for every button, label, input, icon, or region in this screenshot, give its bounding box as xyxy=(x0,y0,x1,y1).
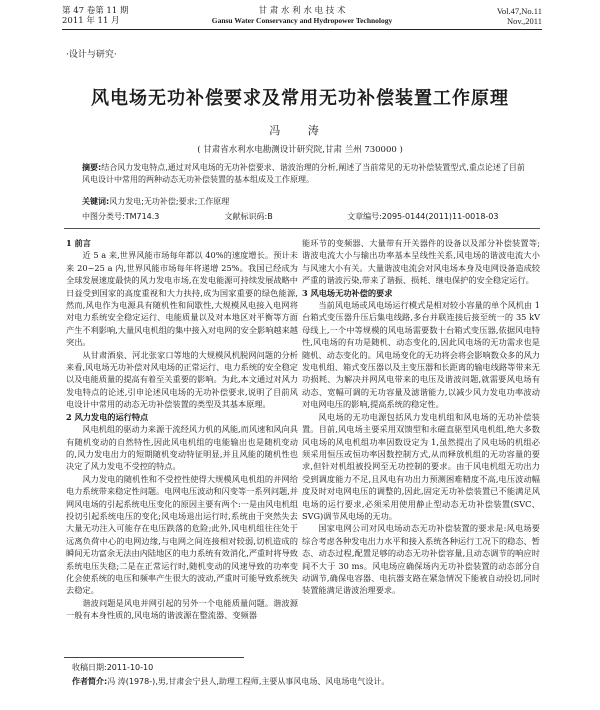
body-paragraph: 当前风电场或风电场运行模式是相对较小容量的单个风机由 1 台箱式变压器升压后集电线路,多台并联连接后接至统一的 35 kV 母线上,一个中等规模的风电场需要数十台箱式变压器,依据风电特性,风电场的有功是随机、动态变化的,因此风电场的无功需求也是随机、动态变化的。风电场变化的无功将会将会影响数众多的风力发电机组、箱式变压器以及主变压器和长距离的输电线路等带来无功损耗、为解决并网风电带来的电压及谐波问题,就需要风电场有动态、宽幅可调的无功容量及滤谐能力,以减少风力发电功率波动对电网电压的影响,提高系统的稳定性。 xyxy=(302,300,540,410)
keywords xyxy=(82,196,229,207)
header-volume-en: Vol.47,No.11 xyxy=(496,6,542,16)
header-date-en: Nov.,2011 xyxy=(506,16,542,26)
author-name: 冯 涛 xyxy=(269,124,331,137)
abstract-label: 摘要: xyxy=(82,163,102,172)
clc-number: 中图分类号:TM714.3 xyxy=(82,212,160,221)
header-date-cn: 2011 年 11 月 xyxy=(62,16,120,26)
header-center xyxy=(62,6,542,26)
body-paragraph: 国家电网公司对风电场动态无功补偿装置的要求是:风电场要综合考虑各种发电出力水平和接入系统各种运行工况下的稳态、暂态、动态过程,配置足够的动态无功补偿容量,且动态调节的响应时间不大于 30 ms。风电场应确保场内无功补偿装置的动态部分自动调节,确保电容器、电抗器支路在紧急情况下能被自动投切,同时装置能满足谐波治理要求。 xyxy=(302,523,540,596)
body-column-right xyxy=(302,237,540,597)
keywords-text: 风力发电;无功补偿;要求;工作原理 xyxy=(109,197,230,206)
document-code: 文献标识码:B xyxy=(224,212,273,221)
paper-title: 风电场无功补偿要求及常用无功补偿装置工作原理 xyxy=(91,88,509,109)
running-header xyxy=(62,6,542,28)
keywords-label: 关键词: xyxy=(82,197,110,206)
author-affiliation: ( 甘肃省水利水电勘测设计研究院,甘肃 兰州 730000 ) xyxy=(197,145,403,155)
header-rule xyxy=(62,29,542,30)
body-paragraph: 近 5 a 来,世界风能市场每年都以 40%的速度增长。预计未来 20~25 a 内,世界风能市场每年将递增 25%。我国已经成为全球发展速度最快的风力发电市场,在发电能源可持续发展战略中日益受到国家的高度重视和大力扶持,成为国家重要的绿色能源,然而,风电作为电源具有随机性和间歇性,大规模风电接入电网将对电力系统安全稳定运行、电能质量以及对本地区对平衡等方面产生不利影响,大量风电机组的集中接入对电网的安全影响越来越突出。 xyxy=(66,250,298,348)
header-journal-cn: 甘 肃 水 利 水 电 技 术 xyxy=(258,6,346,16)
body-paragraph: 风电场的无功电源包括风力发电机组和风电场的无功补偿装置。目前,风电场主要采用双馈型和永磁直驱型风电机组,绝大多数风电场的风电机组功率因数设定为 1,虽然提出了风电场的机组必须采用恒压或恒功率因数控制方式,从而释放机组的无功容量的要求,但针对机组被投网至无功控制的要求。由于风电机组无功出力受到调度能力不足,且风电有功出力预测困难精度不高,电压波动幅度及时对电网电压的调整的,因此,固定无功补偿装置已不能满足风电场的运行要求,必须采用使用静止型动态无功补偿装置(SVC、SVG)调节风电场的无功。 xyxy=(302,411,540,521)
footnote-bio-text: 冯 涛(1978-),男,甘肃会宁县人,助理工程师,主要从事风电场、风电场电气设计。 xyxy=(107,677,390,686)
classification-meta xyxy=(82,211,518,222)
abstract xyxy=(82,162,526,186)
section-tag: ·设计与研究· xyxy=(66,50,117,60)
header-right xyxy=(497,6,542,26)
header-volume-cn: 第 47 卷第 11 期 xyxy=(62,6,129,16)
body-paragraph: 谐波问题是风电并网引起的另外一个电能质量问题。谐波源一般有本身性质的,风电场的谐波源在整流器、变频器 xyxy=(66,597,298,621)
section-heading: 1 前言 xyxy=(66,238,91,248)
body-column-left xyxy=(66,237,298,622)
footnote-author-bio xyxy=(72,676,389,687)
body-paragraph: 风电机组的驱动力来源于流经风力机的风能,而风速和风向具有随机变动的自然特性,因此风电机组的电能输出也是随机变动的,风力发电出力的短期随机变动特征明显,并且风能的随机性也决定了风力发电不受控的特点。 xyxy=(66,424,298,472)
body-paragraph: 从甘肃酒泉、河北张家口等地的大规模风机脱网问题的分析来看,风电场无功补偿对风电场的正常运行、电力系统的安全稳定以及电能质量的提高有着至关重要的影响。为此,本文通过对风力发电特点的论述,引申论述风电场的无功补偿要求,说明了目前风电设计中常用的动态无功补偿装置的类型及其基本原理。 xyxy=(66,349,298,410)
abstract-text: 结合风力发电特点,通过对风电场的无功补偿要求、谐波治理的分析,阐述了当前常见的无功补偿装置型式,重点论述了目前风电设计中常用的两种动态无功补偿装置的基本组成及工作原理。 xyxy=(82,163,525,184)
header-journal-en: Gansu Water Conservancy and Hydropower Technology xyxy=(211,16,393,25)
section-heading: 2 风力发电的运行特点 xyxy=(66,411,149,422)
footnote-received: 收稿日期:2011-10-10 xyxy=(72,663,154,672)
footnote-rule xyxy=(64,657,244,658)
body-paragraph: 风力发电的随机性和不受控性使得大规模风电机组的并网给电力系统带来稳定性问题。电网电压波动和闪变等一系列问题,并网风电场的引起系统电压变化的原因主要有两个:一是由风电机组投切引起系统电压的变化;风电场退出运行时,系统由于突然失去大量无功注入可能存在电压跌落的危险;此外,风电机组往往处于远离负荷中心的电网边缘,与电网之间连接相对较弱,切机造成的瞬间无功富余无法由内陆地区的电力系统有效消化,严重时将导致系统电压失稳;二是在正常运行时,随机变动的风速导致的功率变化会使系统的电压和频率产生很大的波动,严重时可能导致系统失去稳定。 xyxy=(66,473,299,596)
body-paragraph: 能环节的变频器、大量带有开关器件的设备以及部分补偿装置等;谐波电流大小与输出功率基本呈线性关系,风电场的谐波电流大小与风速大小有关。大量谐波电流会对风电场本身及电网设备造成较严重的谐波污染,带来了谐振、损耗、继电保护的安全稳定运行。 xyxy=(302,238,540,286)
article-number: 文章编号:2095-0144(2011)11-0018-03 xyxy=(347,212,499,221)
footnote-bio-label: 作者简介: xyxy=(72,677,108,686)
abstract-rule xyxy=(64,228,540,229)
section-heading: 3 风电场无功补偿的要求 xyxy=(302,287,393,298)
